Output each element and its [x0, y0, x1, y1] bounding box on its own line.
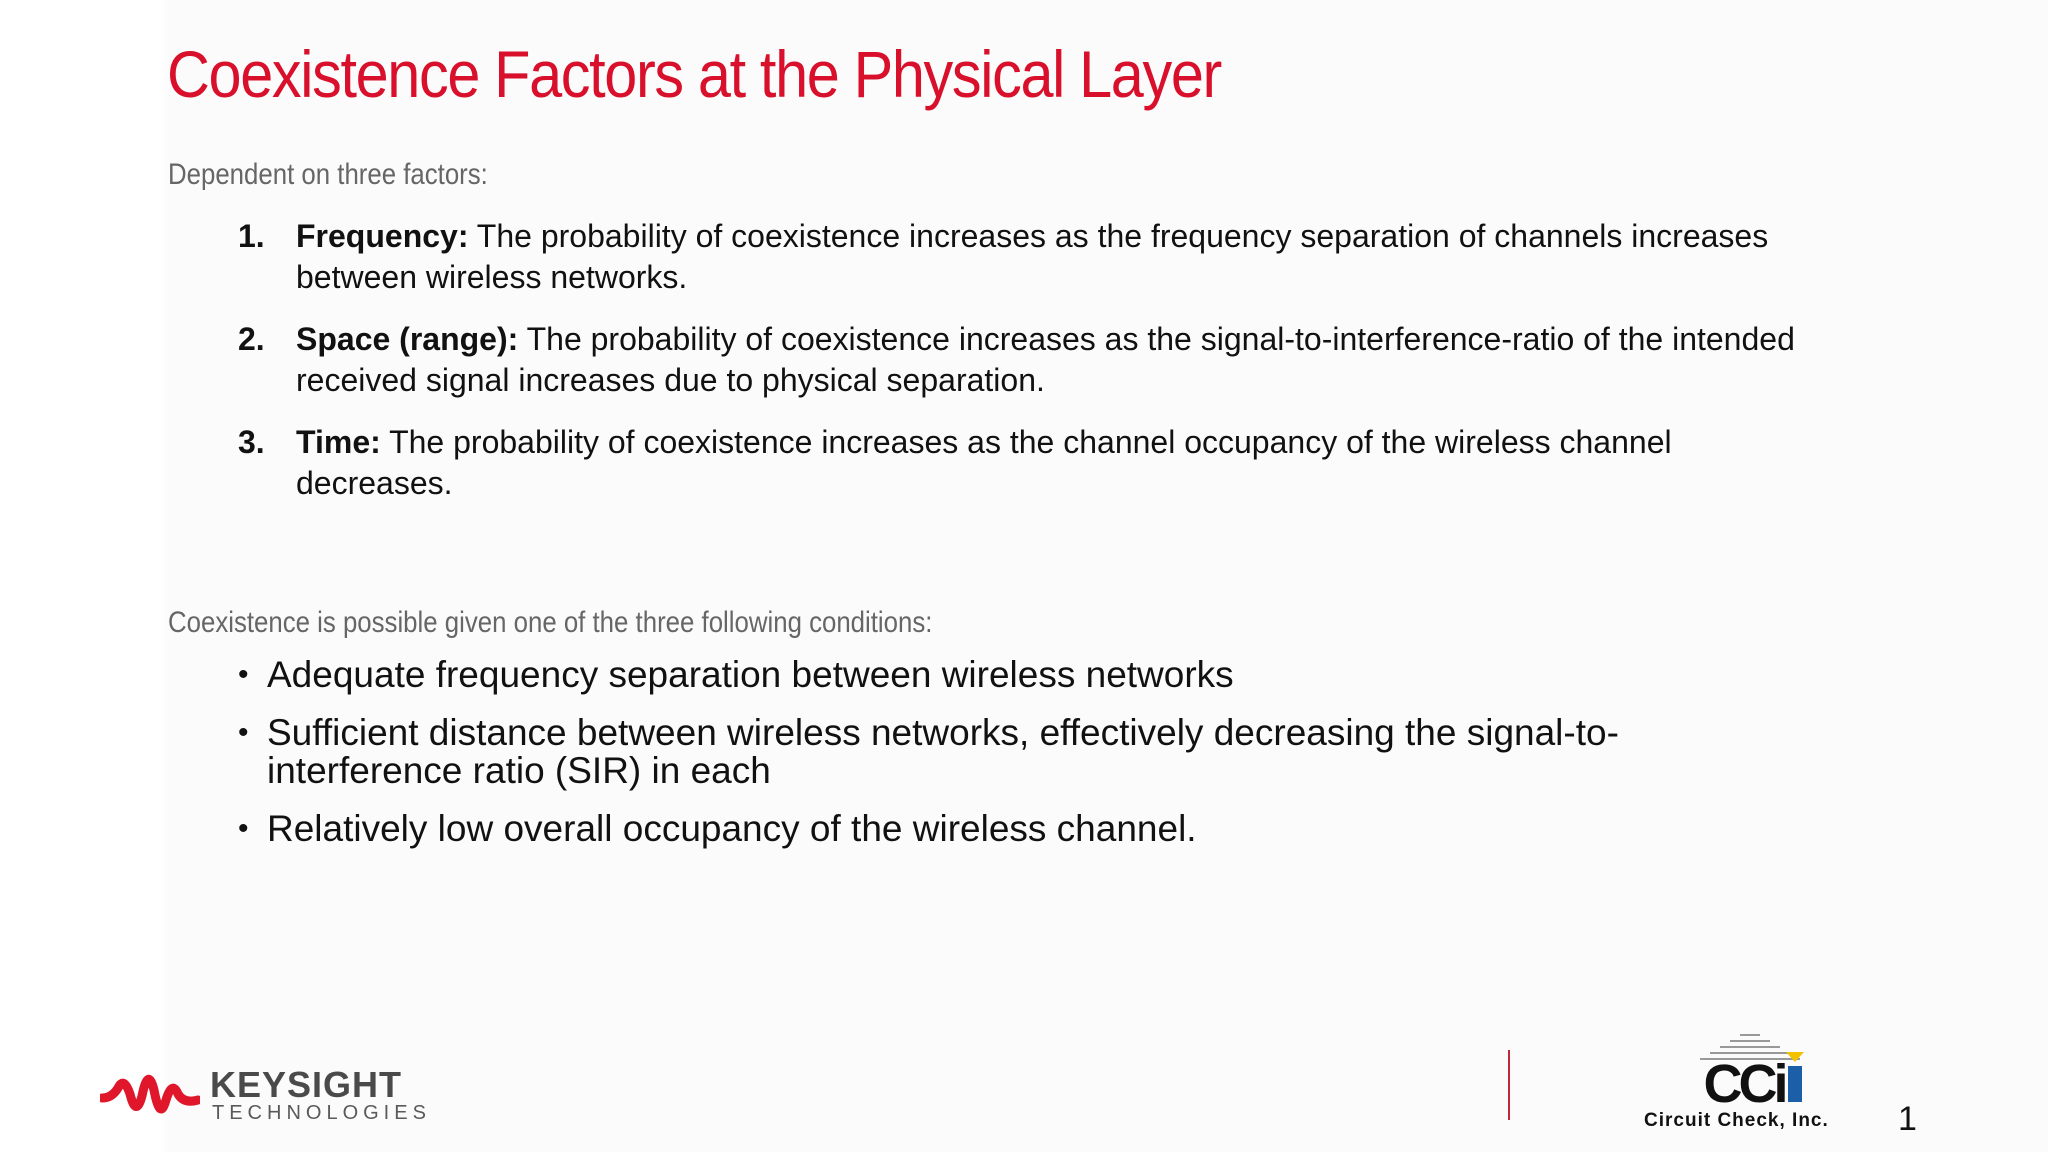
section-label-conditions: Coexistence is possible given one of the three following conditions: — [168, 606, 933, 639]
bullet-icon: • — [238, 658, 249, 691]
keysight-wave-icon — [100, 1060, 200, 1130]
bullet-icon: • — [238, 812, 249, 845]
cci-company-name: Circuit Check, Inc. — [1644, 1110, 1829, 1131]
factor-number: 3. — [238, 424, 265, 460]
factor-item-space — [238, 319, 1818, 401]
factor-term: Space (range): — [296, 321, 519, 357]
condition-text: Adequate frequency separation between wireless networks — [267, 654, 1234, 695]
keysight-subtitle: TECHNOLOGIES — [212, 1102, 431, 1124]
factor-text: The probability of coexistence increases as the signal-to-interference-ratio of the intended received signal increases due to physical separation. — [296, 321, 1795, 398]
condition-item — [238, 810, 1738, 848]
condition-item — [238, 714, 1738, 790]
factor-text: The probability of coexistence increases as the channel occupancy of the wireless channel decreases. — [296, 424, 1672, 501]
keysight-name: KEYSIGHT — [210, 1064, 403, 1105]
condition-item — [238, 656, 1738, 694]
factor-term: Frequency: — [296, 218, 469, 254]
cci-letters: CCi — [1703, 1054, 1785, 1110]
keysight-logo — [100, 1060, 440, 1130]
factor-item-frequency — [238, 216, 1818, 298]
cci-logo — [1640, 1030, 1860, 1140]
condition-text: Relatively low overall occupancy of the wireless channel. — [267, 808, 1197, 849]
factor-term: Time: — [296, 424, 381, 460]
factors-list — [238, 216, 1818, 525]
factor-number: 2. — [238, 321, 265, 357]
page-number: 1 — [1898, 1100, 1917, 1138]
slide-title: Coexistence Factors at the Physical Layer — [167, 37, 1221, 111]
condition-text: Sufficient distance between wireless networks, effectively decreasing the signal-to-interference ratio (SIR) in each — [267, 712, 1619, 791]
factor-item-time — [238, 422, 1818, 504]
factor-number: 1. — [238, 218, 265, 254]
section-label-factors: Dependent on three factors: — [168, 158, 488, 191]
footer-divider — [1508, 1050, 1510, 1120]
conditions-list — [238, 656, 1738, 868]
factor-text: The probability of coexistence increases as the frequency separation of channels increases between wireless networks. — [296, 218, 1769, 295]
bullet-icon: • — [238, 716, 249, 749]
cci-pyramid-icon — [1670, 1030, 1830, 1110]
